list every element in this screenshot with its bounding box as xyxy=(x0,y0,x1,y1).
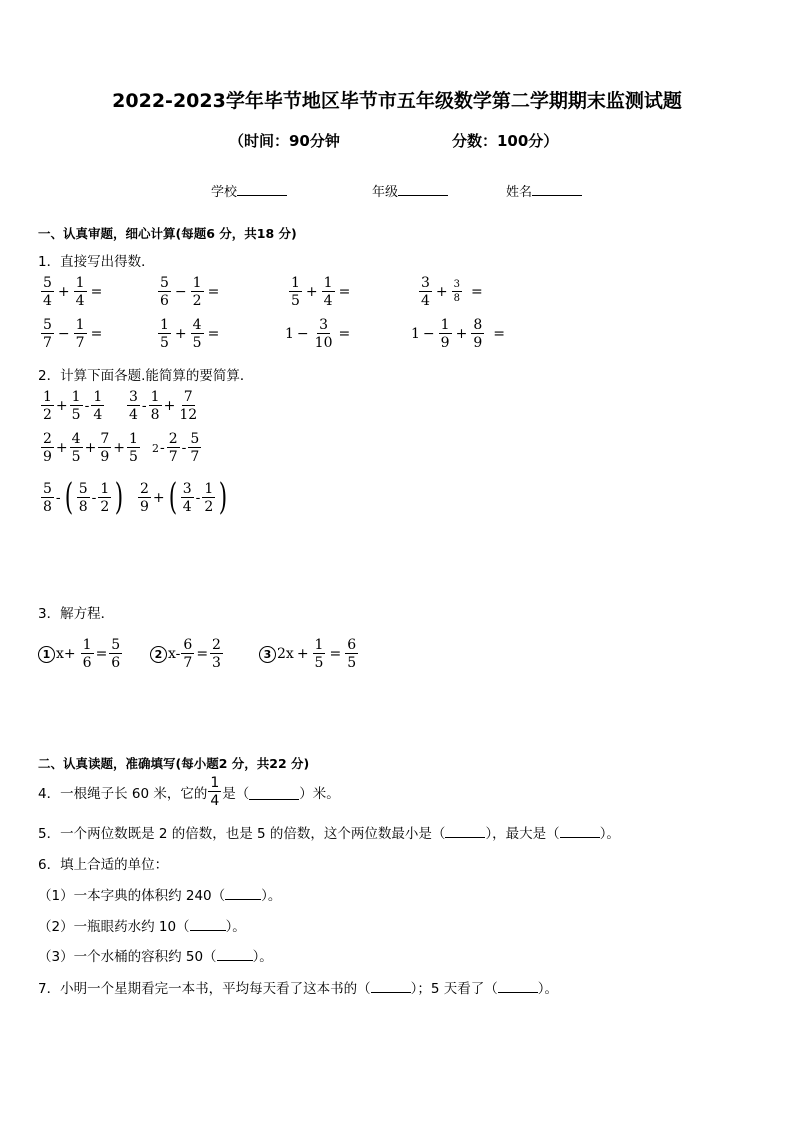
q7-five-days-blank[interactable] xyxy=(498,978,538,993)
grade-field xyxy=(372,181,448,200)
school-blank[interactable] xyxy=(237,183,287,196)
q6-item-1-end: ）。 xyxy=(261,888,282,904)
fraction: $\frac{5}{7}$ xyxy=(43,317,52,351)
fraction: $\frac{1}{5}$ xyxy=(160,317,169,351)
name-blank[interactable] xyxy=(532,183,582,196)
q2-item-1: $\frac{1}{2}$ + $\frac{1}{5}$ - $\frac{1}{4}$ xyxy=(43,389,103,423)
name-label: 姓名 xyxy=(506,185,533,200)
fraction: $\frac{1}{9}$ xyxy=(440,317,450,351)
q1-item-5: $\frac{5}{7}$ − $\frac{1}{7}$ = xyxy=(43,317,103,351)
q3-item-2: 2 x- $\frac{6}{7}$ = $\frac{2}{3}$ xyxy=(150,638,224,670)
fraction: $\frac{5}{6}$ xyxy=(160,275,169,309)
q2-item-4: 2 - $\frac{2}{7}$ - $\frac{5}{7}$ xyxy=(152,431,200,465)
q6-item-2-text: （2）一瓶眼药水约 10（ xyxy=(38,919,190,935)
q5-text-c: ）。 xyxy=(599,826,620,842)
q1-item-3: $\frac{1}{5}$ + $\frac{1}{4}$ = xyxy=(291,275,351,309)
q2-prompt: 2．计算下面各题.能简算的要简算． xyxy=(38,368,254,384)
circled-number-2: 2 xyxy=(150,646,167,663)
q2-item-5: $\frac{5}{8}$ - ( $\frac{5}{8}$ - $\frac{1}{2}$ ) xyxy=(43,477,124,518)
q1-item-4: $\frac{3}{4}$ + $\frac{3}{8}$ = xyxy=(421,275,483,309)
q4-text-post-b: ）米。 xyxy=(299,786,340,802)
q2-item-3: $\frac{2}{9}$ + $\frac{4}{5}$ + $\frac{7}{9}$ + $\frac{1}{5}$ xyxy=(43,431,138,465)
q1-item-1: $\frac{5}{4}$ + $\frac{1}{4}$ = xyxy=(43,275,103,309)
q5-text-b: ），最大是（ xyxy=(485,826,560,842)
q6-item-3 xyxy=(38,945,273,965)
grade-blank[interactable] xyxy=(398,183,448,196)
time-label: （时间：90分钟 xyxy=(229,132,340,150)
q6-item-3-blank[interactable] xyxy=(217,946,253,961)
q2-item-2: $\frac{3}{4}$ - $\frac{1}{8}$ + $\frac{7}{12}$ xyxy=(129,389,198,423)
school-field xyxy=(211,181,287,200)
q7-text-b: ）；5 天看了（ xyxy=(410,981,498,997)
q7-text-c: ）。 xyxy=(537,981,558,997)
score-label: 分数：100分） xyxy=(452,132,559,150)
q1-item-7: 1 − $\frac{3}{10}$ = xyxy=(285,317,351,351)
q6-item-1 xyxy=(38,884,281,904)
section-1-heading: 一、认真审题，细心计算(每题6 分，共18 分) xyxy=(38,226,297,241)
q5-max-blank[interactable] xyxy=(560,823,600,838)
q5-min-blank[interactable] xyxy=(445,823,485,838)
q7-text-a: 7．小明一个星期看完一本书，平均每天看了这本书的（ xyxy=(38,981,371,997)
fraction: $\frac{1}{7}$ xyxy=(75,317,85,351)
q4-fraction: $\frac{1}{4}$ xyxy=(210,775,220,809)
q1-item-8: 1 − $\frac{1}{9}$ + $\frac{8}{9}$ = xyxy=(411,317,505,351)
fraction: $\frac{1}{4}$ xyxy=(323,275,333,309)
q5-text-a: 5．一个两位数既是 2 的倍数，也是 5 的倍数，这个两位数最小是（ xyxy=(38,826,446,842)
name-field xyxy=(506,181,582,200)
fraction: $\frac{1}{4}$ xyxy=(75,275,85,309)
q6-prompt: 6．填上合适的单位： xyxy=(38,857,169,873)
section-2-heading: 二、认真读题，准确填写(每小题2 分，共22 分) xyxy=(38,756,310,771)
fraction: $\frac{1}{2}$ xyxy=(192,275,202,309)
q6-item-2 xyxy=(38,915,246,935)
circled-number-3: 3 xyxy=(259,646,276,663)
q1-prompt: 1．直接写出得数． xyxy=(38,254,155,270)
q6-item-2-blank[interactable] xyxy=(190,916,226,931)
q4-answer-blank[interactable] xyxy=(249,785,299,800)
school-label: 学校 xyxy=(211,185,238,200)
q6-item-1-blank[interactable] xyxy=(225,885,261,900)
q6-item-3-end: ）。 xyxy=(252,949,273,965)
q1-item-2: $\frac{5}{6}$ − $\frac{1}{2}$ = xyxy=(160,275,220,309)
circled-number-1: 1 xyxy=(38,646,55,663)
fraction: $\frac{5}{4}$ xyxy=(43,275,52,309)
page-title: 2022-2023学年毕节地区毕节市五年级数学第二学期期末监测试题 xyxy=(112,90,682,112)
q3-item-3: 3 2x + $\frac{1}{5}$ = $\frac{6}{5}$ xyxy=(259,638,359,670)
q7 xyxy=(38,977,558,997)
fraction: $\frac{8}{9}$ xyxy=(473,317,483,351)
q4 xyxy=(38,776,340,808)
q6-item-3-text: （3）一个水桶的容积约 50（ xyxy=(38,949,217,965)
fraction: $\frac{3}{8}$ xyxy=(453,279,461,304)
q5 xyxy=(38,822,620,842)
q3-item-1: 1 x+ $\frac{1}{6}$ = $\frac{5}{6}$ xyxy=(38,638,123,670)
q6-item-1-text: （1）一本字典的体积约 240（ xyxy=(38,888,226,904)
q2-item-6: $\frac{2}{9}$ + ( $\frac{3}{4}$ - $\frac{1}{2}$ ) xyxy=(140,477,228,518)
fraction: $\frac{4}{5}$ xyxy=(192,317,202,351)
q4-text-post-a: 是（ xyxy=(222,786,250,802)
fraction: $\frac{3}{4}$ xyxy=(421,275,430,309)
q7-fraction-blank[interactable] xyxy=(371,978,411,993)
grade-label: 年级 xyxy=(372,185,399,200)
q6-item-2-end: ）。 xyxy=(225,919,246,935)
fraction: $\frac{3}{10}$ xyxy=(314,317,333,351)
q4-text-pre: 4．一根绳子长 60 米，它的 xyxy=(38,786,208,802)
q3-prompt: 3．解方程． xyxy=(38,606,115,622)
q1-item-6: $\frac{1}{5}$ + $\frac{4}{5}$ = xyxy=(160,317,220,351)
fraction: $\frac{1}{5}$ xyxy=(291,275,300,309)
